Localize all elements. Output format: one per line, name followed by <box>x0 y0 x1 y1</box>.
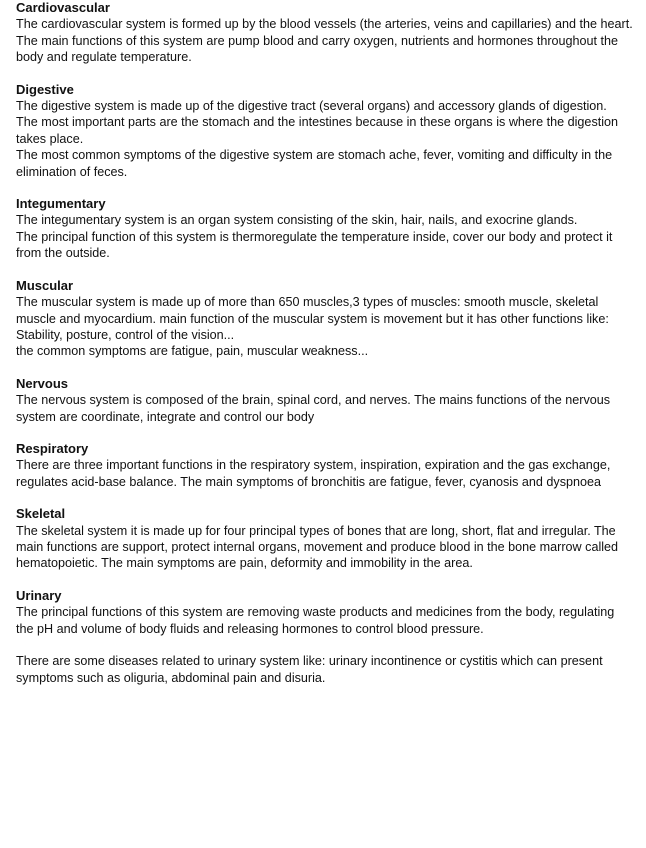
section-paragraph: The skeletal system it is made up for four principal types of bones that are long, short, flat and irregular. The main functions are support, protect internal organs, movement and produce blood in the bone marrow called hematopoietic. The main symptoms are pain, deformity and immobility in the area. <box>16 523 619 571</box>
section-heading: Muscular <box>16 277 74 293</box>
section-muscular <box>16 278 634 360</box>
section-paragraph: The cardiovascular system is formed up by the blood vessels (the arteries, veins and capillaries) and the heart. <box>16 17 633 32</box>
section-paragraph: the common symptoms are fatigue, pain, muscular weakness... <box>16 344 369 359</box>
section-cardiovascular <box>16 0 634 66</box>
section-integumentary <box>16 196 634 262</box>
section-paragraph: The most important parts are the stomach and the intestines because in these organs is where the digestion takes place. <box>16 115 619 146</box>
section-heading: Nervous <box>16 375 69 391</box>
section-paragraph: The main functions of this system are pump blood and carry oxygen, nutrients and hormones throughout the body and regulate temperature. <box>16 33 619 65</box>
document-body <box>16 0 634 702</box>
section-skeletal <box>16 506 634 572</box>
section-paragraph: There are some diseases related to urinary system like: urinary incontinence or cystitis which can present symptoms such as oliguria, abdominal pain and disuria. <box>16 654 603 685</box>
section-paragraph: The most common symptoms of the digestive system are stomach ache, fever, vomiting and difficulty in the elimination of feces. <box>16 148 613 179</box>
section-paragraph: The integumentary system is an organ system consisting of the skin, hair, nails, and exocrine glands. <box>16 213 578 228</box>
section-heading: Urinary <box>16 587 62 603</box>
section-heading: Respiratory <box>16 440 89 456</box>
section-heading: Digestive <box>16 81 74 97</box>
section-paragraph: There are three important functions in the respiratory system, inspiration, expiration and the gas exchange, regulates acid-base balance. The main symptoms of bronchitis are fatigue, fever, cyanosis and dyspnoea <box>16 458 611 489</box>
paragraph-spacer <box>16 637 634 653</box>
section-paragraph: The principal functions of this system are removing waste products and medicines from the body, regulating the pH and volume of body fluids and releasing hormones to control blood pressure. <box>16 605 615 636</box>
section-heading: Integumentary <box>16 196 106 212</box>
section-paragraph: The principal function of this system is thermoregulate the temperature inside, cover our body and protect it from the outside. <box>16 229 613 261</box>
section-respiratory <box>16 441 634 490</box>
section-paragraph: The digestive system is made up of the digestive tract (several organs) and accessory glands of digestion. <box>16 99 607 114</box>
section-paragraph: The nervous system is composed of the brain, spinal cord, and nerves. The mains functions of the nervous system are coordinate, integrate and control our body <box>16 393 611 424</box>
section-digestive <box>16 82 634 180</box>
section-paragraph: The muscular system is made up of more than 650 muscles,3 types of muscles: smooth muscle, skeletal muscle and myocardium. main function of the muscular system is movement but it has other functions like: Stability, posture, control of the vision... <box>16 295 609 342</box>
section-nervous <box>16 376 634 425</box>
section-heading: Skeletal <box>16 506 66 522</box>
section-urinary <box>16 588 634 686</box>
section-heading: Cardiovascular <box>16 0 110 15</box>
